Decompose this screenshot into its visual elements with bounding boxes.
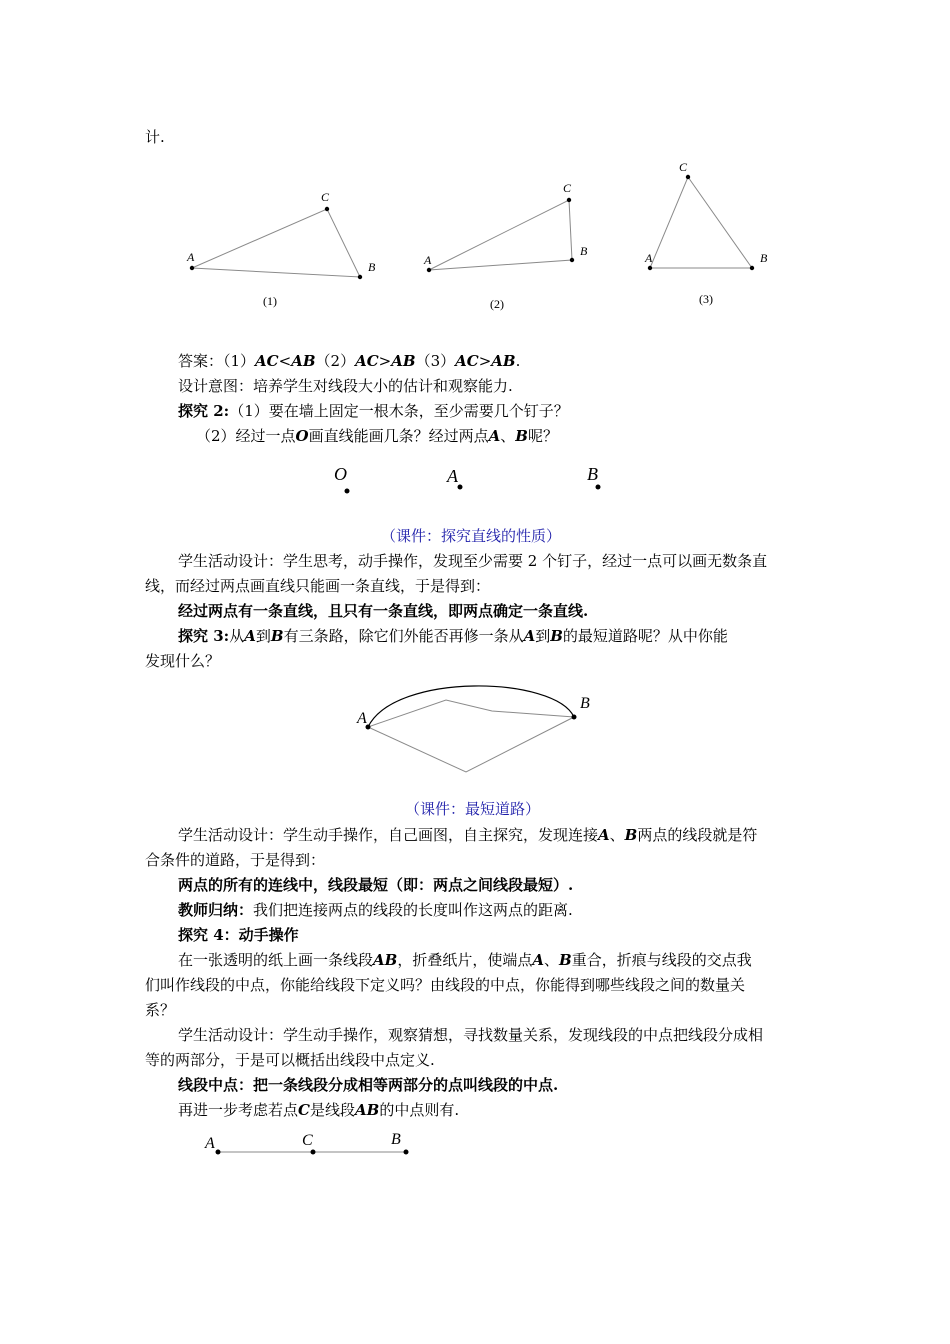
t2-label-c: C <box>563 181 572 195</box>
explore2-label: 探究 2: <box>178 402 230 420</box>
activity2-line1: 学生活动设计：学生动手操作，自己画图，自主探究，发现连接A、B两点的线段就是符 <box>178 826 758 844</box>
triangle-1 <box>186 190 376 308</box>
activity1-line2: 线，而经过两点画直线只能画一条直线，于是得到： <box>145 577 491 595</box>
explore4-line3: 系？ <box>145 1001 176 1019</box>
intro-tail: 计. <box>145 128 165 146</box>
t2-label-a: A <box>424 253 432 267</box>
teacher-summary: 教师归纳：我们把连接两点的线段的长度叫作这两点的距离. <box>178 901 573 919</box>
explore2-q2: （2）经过一点O画直线能画几条？经过两点A、B呢？ <box>196 427 558 445</box>
point-label-b: B <box>587 464 598 484</box>
triangle-figures <box>0 150 950 320</box>
explore2-q1: 探究 2:（1）要在墙上固定一根木条，至少需要几个钉子？ <box>178 402 569 420</box>
t2-caption: (2) <box>490 297 504 311</box>
explore4-line2: 们叫作线段的中点，你能给线段下定义吗？由线段的中点，你能得到哪些线段之间的数量关 <box>145 976 746 994</box>
path-label-b: B <box>580 695 590 712</box>
answer-line: 答案：（1）AC<AB（2）AC>AB（3）AC>AB. <box>178 352 521 370</box>
t1-label-b: B <box>368 260 376 274</box>
t3-label-b: B <box>760 251 768 265</box>
shortest-path-figure <box>0 680 950 780</box>
t1-caption: (1) <box>263 294 277 308</box>
explore3-line2: 发现什么？ <box>145 652 221 670</box>
activity3-line2: 等的两部分，于是可以概括出线段中点定义. <box>145 1051 435 1069</box>
points-figure <box>0 455 950 500</box>
segment-midpoint-figure <box>0 1125 950 1165</box>
activity1-line1: 学生活动设计：学生思考，动手操作，发现至少需要 2 个钉子，经过一点可以画无数条直 <box>178 552 768 570</box>
courseware-caption-2: （课件：最短道路） <box>405 800 541 818</box>
t3-label-a: A <box>645 251 653 265</box>
t2-label-b: B <box>580 244 588 258</box>
explore4-title: 探究 4：动手操作 <box>178 926 299 944</box>
triangle-2 <box>423 181 588 311</box>
activity2-line2: 合条件的道路，于是得到： <box>145 851 326 869</box>
further-consideration: 再进一步考虑若点C是线段AB的中点则有. <box>178 1101 460 1119</box>
conclusion-two-points-line: 经过两点有一条直线，且只有一条直线，即两点确定一条直线. <box>178 602 589 620</box>
t3-label-c: C <box>679 160 688 174</box>
explore4-line1: 在一张透明的纸上画一条线段AB，折叠纸片，使端点A、B重合，折痕与线段的交点我 <box>178 951 752 969</box>
midpoint-definition: 线段中点：把一条线段分成相等两部分的点叫线段的中点. <box>178 1076 559 1094</box>
segment-label-a: A <box>205 1135 215 1152</box>
point-label-a: A <box>447 466 458 486</box>
segment-label-c: C <box>302 1132 313 1149</box>
triangle-3 <box>644 160 768 306</box>
conclusion-shortest-segment: 两点的所有的连线中，线段最短（即：两点之间线段最短）. <box>178 876 574 894</box>
segment-label-b: B <box>391 1131 401 1148</box>
t1-label-a: A <box>187 250 195 264</box>
path-label-a: A <box>357 710 367 727</box>
point-label-o: O <box>334 464 347 484</box>
activity3-line1: 学生活动设计：学生动手操作，观察猜想，寻找数量关系，发现线段的中点把线段分成相 <box>178 1026 764 1044</box>
explore3-label: 探究 3: <box>178 627 230 645</box>
design-intent: 设计意图：培养学生对线段大小的估计和观察能力. <box>178 377 513 395</box>
courseware-caption-1: （课件：探究直线的性质） <box>381 527 562 545</box>
t3-caption: (3) <box>699 292 713 306</box>
t1-label-c: C <box>321 190 330 204</box>
explore3-line1: 探究 3:从A到B有三条路，除它们外能否再修一条从A到B的最短道路呢？从中你能 <box>178 627 728 645</box>
